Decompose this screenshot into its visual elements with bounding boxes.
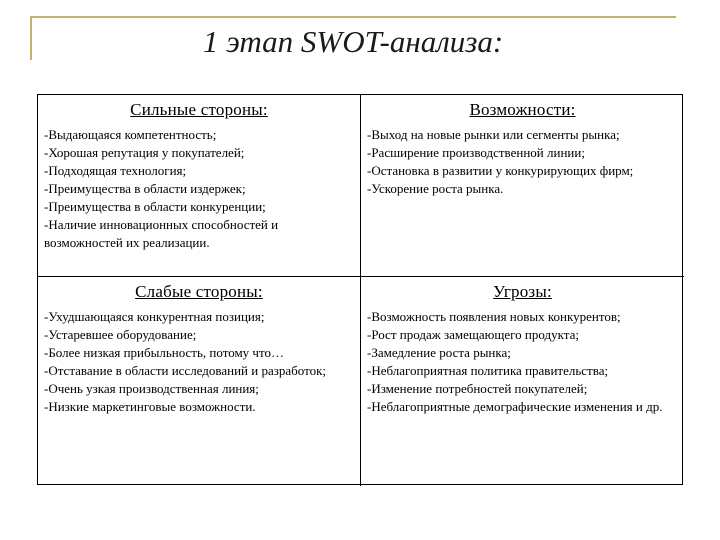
threats-item: -Рост продаж замещающего продукта; xyxy=(367,327,579,342)
weaknesses-heading: Слабые стороны: xyxy=(135,282,263,301)
weaknesses-item: -Очень узкая производственная линия; xyxy=(44,381,259,396)
decorative-top-line xyxy=(30,16,676,18)
weaknesses-cell xyxy=(38,277,361,486)
strengths-item: -Преимущества в области издержек; xyxy=(44,181,246,196)
threats-item: -Изменение потребностей покупателей; xyxy=(367,381,588,396)
threats-cell xyxy=(361,277,684,486)
weaknesses-item: -Низкие маркетинговые возможности. xyxy=(44,399,256,414)
opportunities-item: -Ускорение роста рынка. xyxy=(367,181,504,196)
strengths-item: -Преимущества в области конкуренции; xyxy=(44,199,266,214)
threats-item: -Неблагоприятные демографические изменения и др. xyxy=(367,399,663,414)
opportunities-item: -Остановка в развитии у конкурирующих фирм; xyxy=(367,163,634,178)
opportunities-heading: Возможности: xyxy=(469,100,576,119)
opportunities-cell xyxy=(361,95,684,277)
weaknesses-item: -Устаревшее оборудование; xyxy=(44,327,197,342)
weaknesses-item: -Отставание в области исследований и разработок; xyxy=(44,363,327,378)
threats-heading: Угрозы: xyxy=(493,282,552,301)
threats-item: -Возможность появления новых конкурентов; xyxy=(367,309,621,324)
weaknesses-item: -Ухудшающаяся конкурентная позиция; xyxy=(44,309,265,324)
strengths-heading: Сильные стороны: xyxy=(130,100,268,119)
weaknesses-item: -Более низкая прибыльность, потому что… xyxy=(44,345,284,360)
strengths-item: -Наличие инновационных способностей и возможностей их реализации. xyxy=(44,217,279,250)
strengths-cell xyxy=(38,95,361,277)
strengths-item: -Подходящая технология; xyxy=(44,163,187,178)
strengths-item: -Выдающаяся компетентность; xyxy=(44,127,217,142)
swot-table xyxy=(37,94,683,485)
opportunities-item: -Расширение производственной линии; xyxy=(367,145,585,160)
strengths-item: -Хорошая репутация у покупателей; xyxy=(44,145,245,160)
threats-item: -Неблагоприятная политика правительства; xyxy=(367,363,609,378)
slide-title: 1 этап SWOT-анализа: xyxy=(202,24,504,59)
opportunities-item: -Выход на новые рынки или сегменты рынка; xyxy=(367,127,620,142)
threats-item: -Замедление роста рынка; xyxy=(367,345,511,360)
